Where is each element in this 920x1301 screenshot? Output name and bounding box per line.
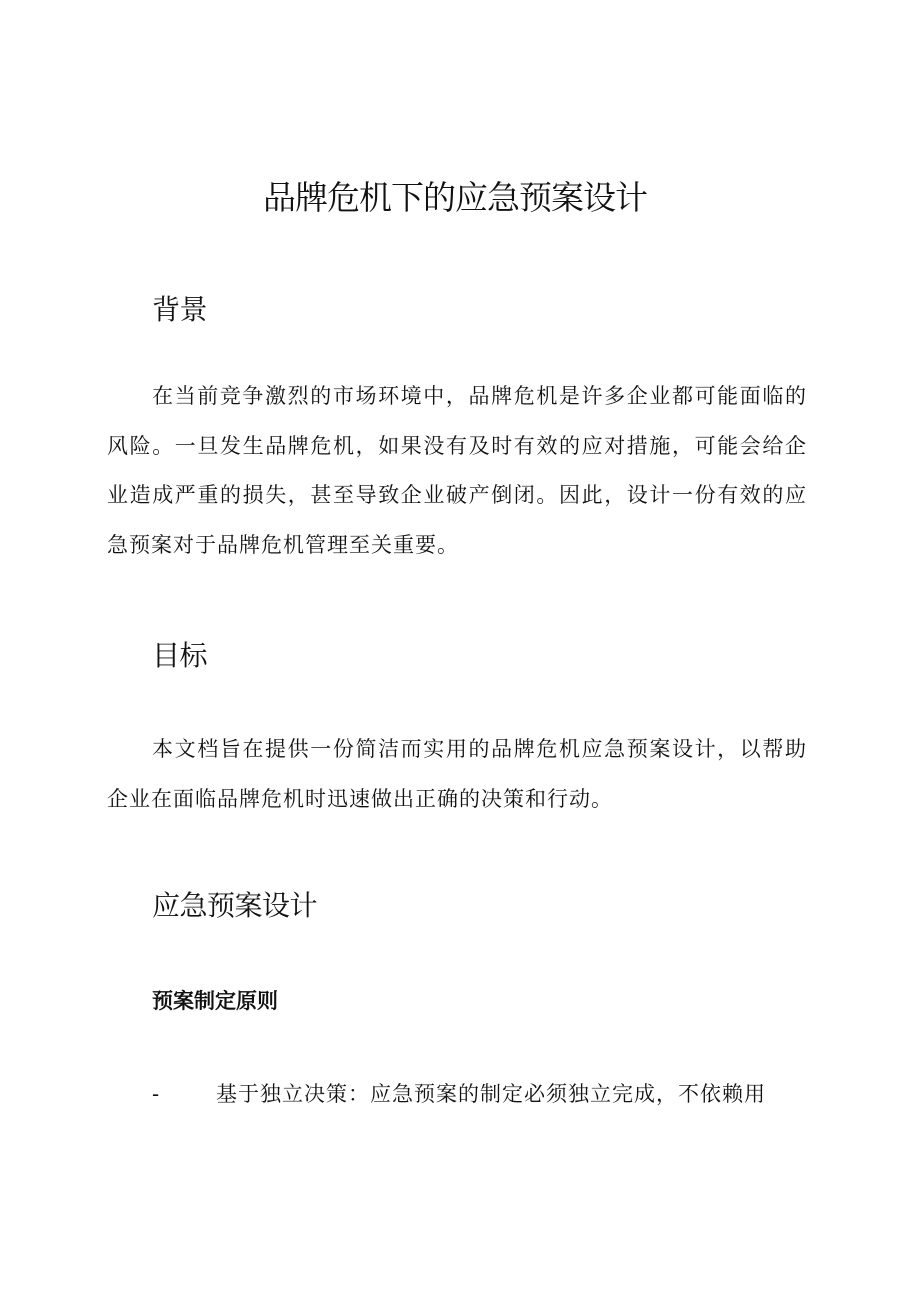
bullet-text: 基于独立决策：应急预案的制定必须独立完成，不依赖用 <box>216 1082 766 1106</box>
section-heading-plan-design: 应急预案设计 <box>152 889 318 922</box>
document-title: 品牌危机下的应急预案设计 <box>263 178 647 217</box>
background-paragraph: 在当前竞争激烈的市场环境中，品牌危机是许多企业都可能面临的风险。一旦发生品牌危机，如果没有及时有效的应对措施，可能会给企业造成严重的损失，甚至导致企业破产倒闭。因此，设计一份有效的应急预案对于品牌危机管理至关重要。 <box>107 384 807 557</box>
goal-paragraph: 本文档旨在提供一份简洁而实用的品牌危机应急预案设计，以帮助企业在面临品牌危机时迅速做出正确的决策和行动。 <box>107 737 807 811</box>
section-heading-goal: 目标 <box>152 639 208 672</box>
bullet-mark: - <box>152 1082 161 1106</box>
section-heading-background: 背景 <box>152 293 208 326</box>
subheading-principles: 预案制定原则 <box>152 989 278 1013</box>
principle-list-item <box>152 1074 812 1114</box>
